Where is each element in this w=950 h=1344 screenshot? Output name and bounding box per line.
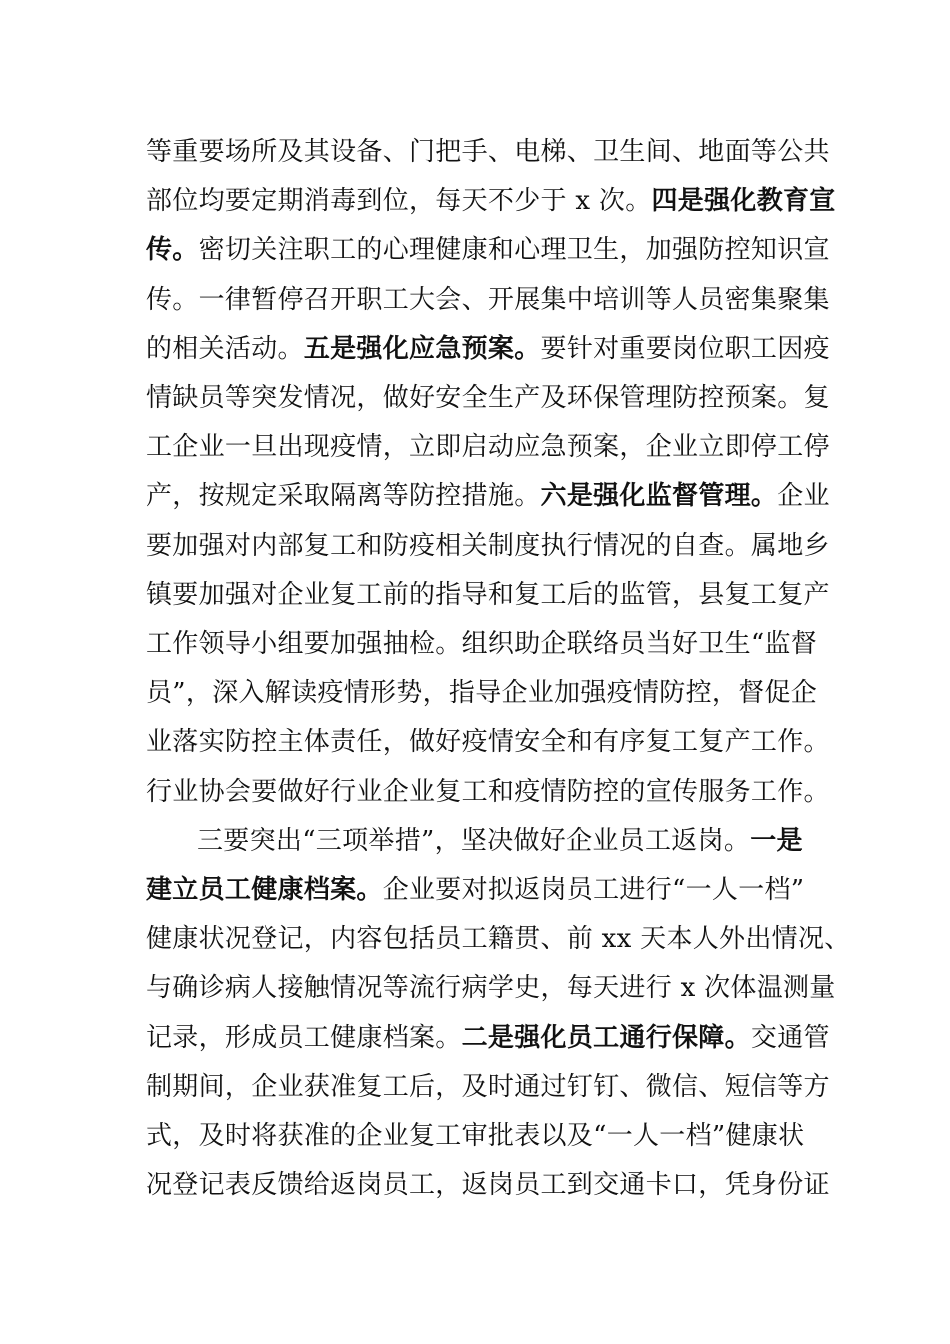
text-line: [146, 1111, 846, 1161]
bold-heading-text: 五是强化应急预案。: [303, 333, 541, 364]
body-text: 式，及时将获准的企业复工审批表以及“一人一档”健康状: [146, 1121, 805, 1151]
body-text: 行业协会要做好行业企业复工和疫情防控的宣传服务工作。: [146, 776, 830, 807]
body-text: 工企业一旦出现疫情，立即启动应急预案，企业立即停工停: [146, 432, 830, 463]
body-text: 镇要加强对企业复工前的指导和复工后的监管，县复工复产: [146, 579, 830, 610]
text-line: [146, 570, 846, 620]
bold-heading-text: 一是: [750, 825, 803, 856]
text-line: [146, 373, 846, 423]
bold-heading-text: 四是强化教育宣: [651, 186, 836, 217]
text-line: [146, 324, 846, 374]
body-text: 要加强对内部复工和防疫相关制度执行情况的自查。属地乡: [146, 530, 830, 561]
body-text: 产，按规定采取隔离等防控措施。: [146, 481, 541, 512]
body-text: 传。一律暂停召开职工大会、开展集中培训等人员密集聚集: [146, 284, 830, 315]
body-text: 健康状况登记，内容包括员工籍贯、前 xx 天本人外出情况、: [146, 924, 851, 955]
body-text: 要针对重要岗位职工因疫: [540, 333, 830, 364]
body-text: 制期间，企业获准复工后，及时通过钉钉、微信、短信等方: [146, 1071, 830, 1102]
body-text: 交通管: [750, 1022, 830, 1053]
body-text: 记录，形成员工健康档案。: [146, 1022, 462, 1053]
text-line: [146, 422, 846, 472]
body-text: 部位均要定期消毒到位，每天不少于 x 次。: [146, 186, 652, 217]
body-text: 况登记表反馈给返岗员工，返岗员工到交通卡口，凭身份证: [146, 1170, 830, 1201]
body-text: 企业要对拟返岗员工进行“一人一档”: [382, 875, 805, 905]
text-line: [146, 767, 846, 817]
bold-heading-text: 二是强化员工通行保障。: [461, 1022, 751, 1053]
body-text: 工作领导小组要加强抽检。组织助企联络员当好卫生“监督: [146, 629, 818, 659]
text-line: [146, 225, 846, 275]
text-line: [146, 1062, 846, 1112]
bold-heading-text: 六是强化监督管理。: [540, 481, 778, 512]
body-text: 三要突出“三项举措”，坚决做好企业员工返岗。: [197, 825, 751, 856]
text-line: [146, 127, 846, 177]
text-line: [146, 963, 846, 1013]
bold-heading-text: 传。: [146, 235, 199, 266]
body-text: 业落实防控主体责任，做好疫情安全和有序复工复产工作。: [146, 727, 830, 758]
text-line: [146, 275, 846, 325]
text-line: [146, 717, 846, 767]
body-text: 员”，深入解读疫情形势，指导企业加强疫情防控，督促企: [146, 678, 818, 709]
body-text: 等重要场所及其设备、门把手、电梯、卫生间、地面等公共: [146, 137, 830, 167]
text-line: [146, 176, 846, 226]
text-line: [146, 471, 846, 521]
text-line: [146, 1013, 846, 1063]
text-line: [146, 619, 846, 669]
body-text: 情缺员等突发情况，做好安全生产及环保管理防控预案。复: [146, 383, 830, 413]
text-line: [146, 521, 846, 571]
text-line: [146, 865, 846, 915]
body-text: 企业: [777, 481, 830, 512]
body-text: 的相关活动。: [146, 333, 304, 364]
text-line: [197, 816, 847, 866]
bold-heading-text: 建立员工健康档案。: [146, 875, 383, 905]
text-line: [146, 914, 851, 964]
text-line: [146, 668, 846, 718]
body-text: 密切关注职工的心理健康和心理卫生，加强防控知识宣: [198, 235, 830, 266]
body-text: 与确诊病人接触情况等流行病学史，每天进行 x 次体温测量: [146, 973, 836, 1004]
text-line: [146, 1160, 846, 1210]
